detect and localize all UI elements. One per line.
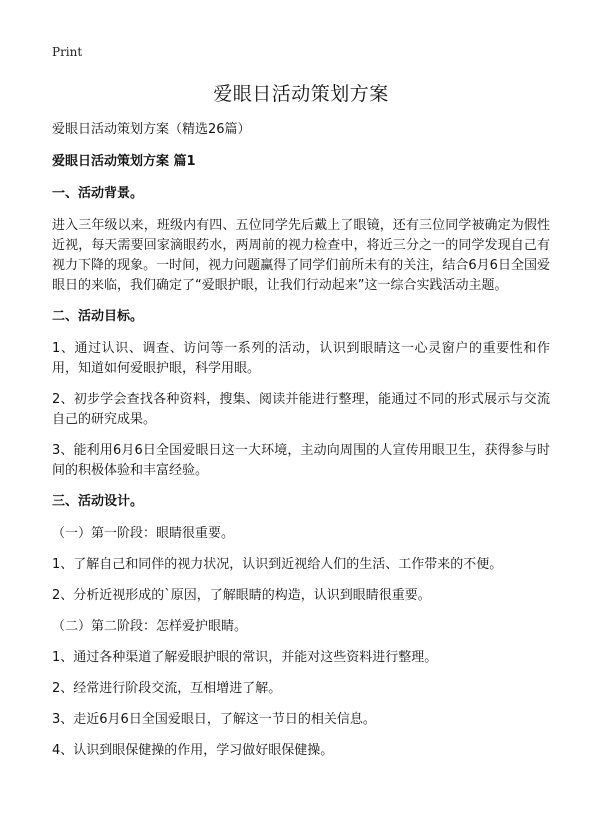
phase-2-item-2: 2、经常进行阶段交流，互相增进了解。 (52, 681, 282, 696)
phase-1-item-1: 1、了解自己和同伴的视力状况，认识到近视给人们的生活、工作带来的不便。 (52, 557, 503, 572)
goal-item-3: 3、能利用6月6日全国爱眼日这一大环境，主动向周围的人宣传用眼卫生，获得参与时间的积极体验和丰富经验。 (52, 443, 550, 478)
phase-2-heading: （二）第二阶段：怎样爱护眼睛。 (52, 619, 248, 634)
phase-1-heading: （一）第一阶段：眼睛很重要。 (52, 526, 235, 541)
phase-1-item-2: 2、分析近视形成的`原因，了解眼睛的构造，认识到眼睛很重要。 (52, 588, 431, 603)
section-goals-heading: 二、活动目标。 (52, 309, 144, 324)
section-background-text: 进入三年级以来，班级内有四、五位同学先后戴上了眼镜，还有三位同学被确定为假性近视，每天需要回家滴眼药水，两周前的视力检查中，将近三分之一的同学发现自己有视力下降的现象。一时间，视力问题赢得了同学们前所未有的关注，结合6月6日全国爱眼日的来临，我们确定了“爱眼护眼，让我们行动起来”这一综合实践活动主题。 (52, 218, 550, 293)
phase-2-item-3: 3、走近6月6日全国爱眼日，了解这一节日的相关信息。 (52, 712, 376, 727)
section-design-heading: 三、活动设计。 (52, 494, 144, 509)
phase-2-item-4: 4、认识到眼保健操的作用，学习做好眼保健操。 (52, 743, 334, 758)
goal-item-1: 1、通过认识、调查、访问等一系列的活动，认识到眼睛这一心灵窗户的重要性和作用，知道如何爱眼护眼，科学用眼。 (52, 341, 550, 376)
document-title: 爱眼日活动策划方案 (213, 83, 389, 105)
document-subtitle: 爱眼日活动策划方案（精选26篇） (52, 122, 251, 137)
print-link[interactable]: Print (52, 45, 83, 59)
phase-2-item-1: 1、通过各种渠道了解爱眼护眼的常识，并能对这些资料进行整理。 (52, 650, 438, 665)
article-heading: 爱眼日活动策划方案 篇1 (52, 154, 196, 169)
goal-item-2: 2、初步学会查找各种资料，搜集、阅读并能进行整理，能通过不同的形式展示与交流自己的研究成果。 (52, 392, 550, 427)
section-background-heading: 一、活动背景。 (52, 186, 144, 201)
